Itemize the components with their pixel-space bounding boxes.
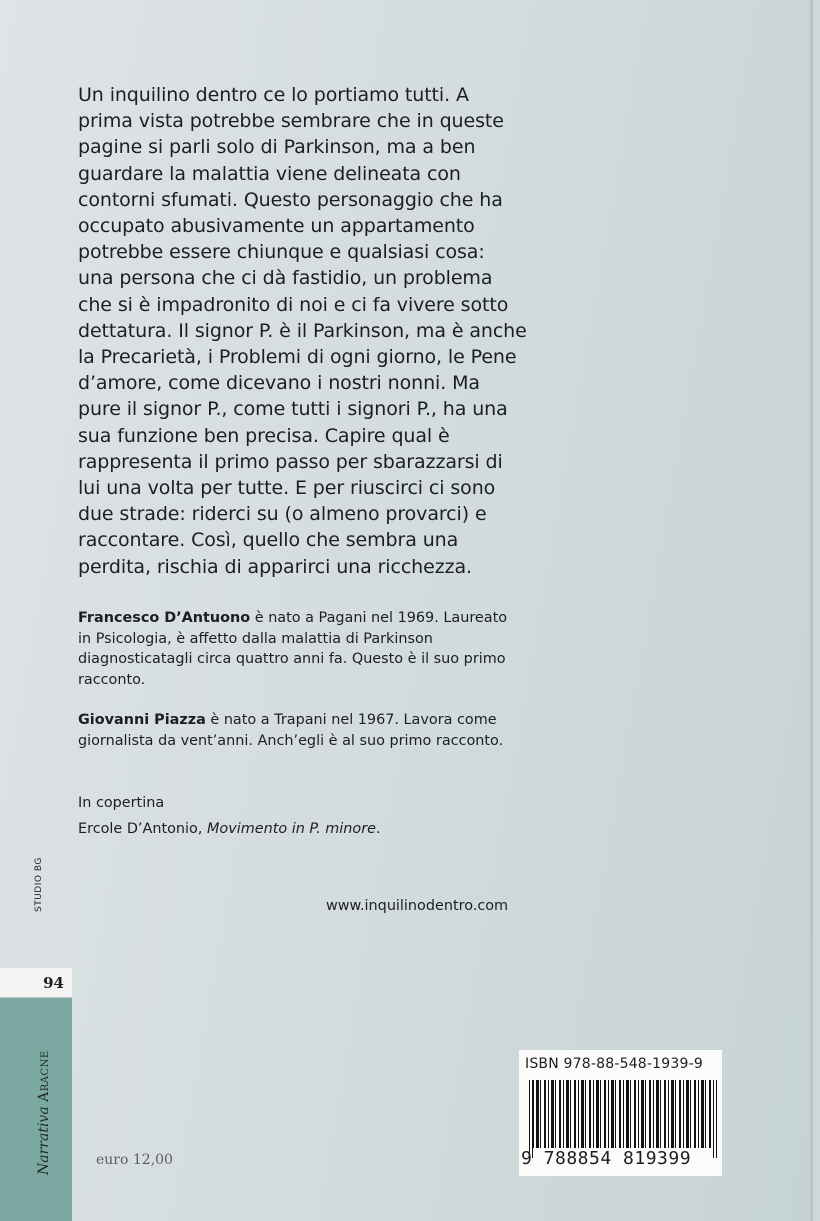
barcode-digits: 9 788854 819399 (521, 1148, 692, 1169)
bio-text: è nato a Trapani nel 1967. Lavora come (205, 712, 497, 728)
cover-credit-period: . (375, 821, 381, 837)
cover-artist: Ercole D’Antonio, (78, 821, 207, 837)
cover-credit (78, 790, 381, 842)
studio-credit: STUDIO BG (34, 857, 44, 912)
bio-line (78, 710, 548, 731)
blurb-line: raccontare. Così, quello che sembra una (78, 529, 459, 552)
bio-line: diagnosticatagli circa quattro anni fa. Questo è il suo primo (78, 651, 506, 667)
series-number-box (0, 968, 72, 998)
barcode (529, 1080, 717, 1148)
blurb-line: la Precarietà, i Problemi di ogni giorno, le Pene (78, 346, 517, 369)
bio-line (78, 608, 548, 629)
price: euro 12,00 (96, 1152, 173, 1168)
series-name (36, 1050, 52, 1175)
barcode-guard-left (529, 1080, 533, 1158)
barcode-guard-right (713, 1080, 717, 1158)
blurb-line: sua funzione ben precisa. Capire qual è (78, 424, 450, 447)
cover-credit-heading: In copertina (78, 795, 165, 811)
series-name-italic: Narrativa (36, 1106, 52, 1175)
cover-credit-line (78, 816, 381, 842)
author-bio-piazza (78, 710, 548, 751)
blurb-line: Un inquilino dentro ce lo portiamo tutti. A (78, 84, 469, 106)
cover-artwork-title: Movimento in P. minore (206, 821, 376, 837)
blurb-line: lui una volta per tutte. E per riuscirci ci sono (78, 477, 496, 500)
isbn-label: ISBN 978-88-548-1939-9 (525, 1056, 703, 1072)
blurb-line: pagine si parli solo di Parkinson, ma a ben (78, 136, 476, 159)
blurb-line: una persona che ci dà fastidio, un problema (78, 267, 493, 290)
blurb-line: rappresenta il primo passo per sbarazzarsi di (78, 450, 503, 473)
bio-line: racconto. (78, 671, 146, 688)
bio-line: giornalista da vent’anni. Anch’egli è al suo primo racconto. (78, 732, 504, 749)
blurb-line: pure il signor P., come tutti i signori P., ha una (78, 398, 508, 421)
series-number: 94 (43, 973, 64, 992)
blurb-line: contorni sfumati. Questo personaggio che ha (78, 188, 503, 211)
bio-line: in Psicologia, è affetto dalla malattia di Parkinson (78, 630, 433, 647)
blurb-line: occupato abusivamente un appartamento (78, 215, 475, 238)
blurb-line: guardare la malattia viene delineata con (78, 162, 461, 185)
blurb-line: due strade: riderci su (o almeno provarci) e (78, 503, 487, 526)
blurb-line: potrebbe essere chiunque e qualsiasi cosa: (78, 241, 485, 264)
author-name: Giovanni Piazza (78, 712, 206, 728)
blurb-line: d’amore, come dicevano i nostri nonni. Ma (78, 372, 480, 395)
author-name: Francesco D’Antuono (78, 610, 251, 626)
blurb-line: che si è impadronito di noi e ci fa vivere sotto (78, 293, 509, 316)
blurb-line: dettatura. Il signor P. è il Parkinson, ma è anche (78, 319, 527, 342)
series-name-publisher: Aracne (36, 1050, 52, 1102)
blurb-text (78, 82, 538, 580)
bio-text: è nato a Pagani nel 1969. Laureato (250, 610, 508, 626)
website-url: www.inquilinodentro.com (326, 898, 509, 914)
isbn-barcode-box (519, 1050, 722, 1176)
author-bio-dantuono (78, 608, 548, 690)
blurb-line: prima vista potrebbe sembrare che in queste (78, 110, 504, 133)
blurb-line: perdita, rischia di apparirci una ricchezza. (78, 555, 472, 578)
